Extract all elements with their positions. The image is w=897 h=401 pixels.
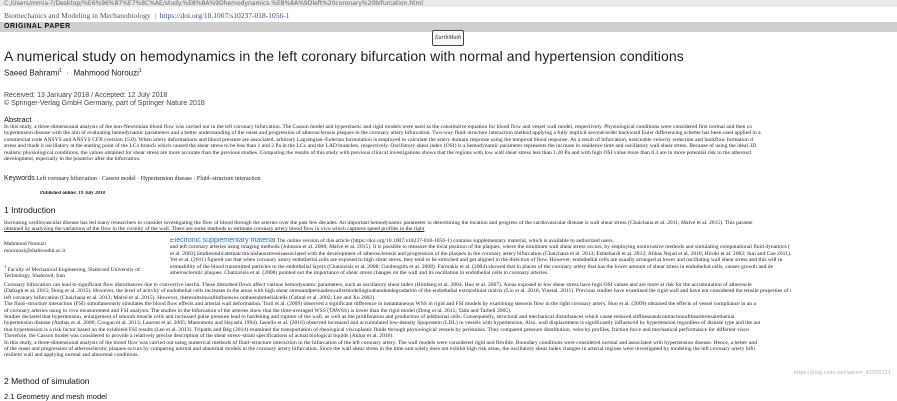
author-name[interactable]: Mahmood Norouzi bbox=[73, 68, 139, 78]
keywords-label: Keywords bbox=[4, 175, 35, 182]
author-info-box bbox=[4, 241, 162, 280]
intro-line: that hypertension is a risk factor based on the exhibited FSI results (Lee et al. 2013). Tripathi and Bég (2014) examined the transportation of rheological viscoplastic fluids through physiological vessels by peristalsis. They compared pressure distribution, velocity profiles, friction force and mechanical performance for different visco bbox=[4, 326, 749, 333]
affiliation-text: Faculty of Mechanical Engineering, Shahrood University of Technology, Shahrood, Iran bbox=[4, 266, 140, 280]
watermark: https://blog.csdn.net/weixin_42370111 bbox=[793, 370, 891, 376]
keywords bbox=[4, 175, 261, 182]
intro-line: resilient wall and applying normal and abnormal conditions. bbox=[4, 352, 139, 359]
intro-line: hypertension disease (Antbas et al. 2006; Coogan et al. 2013; Laurent et al. 2005; Matsumoto and Hayashi 1994). Iasiello et al. (2016) observed increased and accumulated low-density lipoprotein (LDL) in vessels with hypertension. Also, wall displacement is significantly influenced by hypertension regardless of disease type and the aut bbox=[4, 320, 761, 327]
intro-line: Yet et al. (2011) figured out that when coronary artery endothelial cells are exposed to high shear stress, they tend to be stretched and get aligned in the direction of flow. However, endothelial cells are usually arranged at lower and oscillating wall shear stress and this will in bbox=[170, 257, 783, 264]
article-dates bbox=[4, 92, 205, 108]
affiliation-number: 1 bbox=[4, 264, 7, 269]
author-affiliation-mark: 1 bbox=[59, 68, 62, 74]
author-email[interactable]: mnorouzi@shahroodut.ac.ir bbox=[4, 247, 66, 254]
abstract-line: hypertension disease with the aim of evaluating hemodynamic parameters and a better understanding of the onset and progression of atherosclerosis plaques in the coronary artery bifurcation. Two-way fluid–structure interaction method applying a fully implicit second-order backward Euler differencing scheme has been used applied in a bbox=[4, 130, 761, 137]
header-separator: | bbox=[152, 11, 158, 20]
intro-line: Therefore, the Casson model was considered to provide a relatively precise description of the shear stress–strain specifications of actual biological liquids (Akbar et al. 2016). bbox=[4, 333, 394, 340]
paper-type-label: ORIGINAL PAPER bbox=[4, 23, 71, 30]
intro-line: et al. 2003).Studiesindicatethatcriticalshearstressisassociated with the development of atherosclerosis and progression of the plaques in the coronary artery bifurcation (Chaichana et al. 2013; Eshtehardi et al. 2012; Abbas Nejad et al. 2018; Hiroki et al. 2002; Sun and Cao 2011). bbox=[170, 250, 792, 257]
esm-text: The online version of this article (https://doi.org/10.1007/s10237-018-1056-1) contains supplementary material, which is available to authorized users. bbox=[276, 238, 614, 244]
author-affiliation-mark: 1 bbox=[138, 68, 142, 74]
published-date: Published online: 19 July 2018 bbox=[40, 191, 106, 196]
abstract-body bbox=[4, 124, 897, 162]
method-heading: 2 Method of simulation bbox=[4, 376, 90, 386]
intro-line: left coronary bifurcation (Chaichana et al. 2013; Malvè et al. 2015). However, theresultsinwallinfluences ontheendothelialcells (Cebral et al. 2002; Lee and Xu 2002). bbox=[4, 294, 376, 301]
received-accepted: Received: 13 January 2018 / Accepted: 12 July 2018 bbox=[4, 92, 168, 99]
intro-line: of coronary arteries using in vivo measurement and FSI analysis. The studies in the bifurcation of the arteries show that the time-averaged WSS (TAWSS) is lower than the rigid model (Dong et al. 2015; Tada and Tarbell 2005). bbox=[4, 307, 512, 314]
intro-line: In this study, a three-dimensional analysis of the blood flow was carried out using numerical methods of fluid–structure interaction in the bifurcation of the left coronary artery. The wall models were considered rigid and flexible. Boundary conditions were considered normal and associated with hypertension disease. Hence, a better und bbox=[4, 339, 758, 346]
abstract-line: realistic physiological conditions, the values obtained for shear stress are more accurate than the previous studies. Comparing the results of this study with previous clinical investigations shows that the regions with low wall shear stress less than 1.20 Pa and with high OSI value more than 0.3 are in more potential risk to the atheroscl bbox=[4, 149, 752, 156]
abstract-line: commercial code ANSYS and ANSYS CFX (version 15.0). When artery deformations and blood pressure are associated, arbitrary Lagrangian–Eulerian formulation is employed to calculate the artery domain response using the temporal blood response. As a result of bifurcation, noticeable velocity reduction and backflow formation d bbox=[4, 136, 753, 143]
abstract-line: stress and made it oscillatory at the starting point of the LCx branch which caused the shear stress to be less than 1 and 2 Pa in the LCx and the LAD branches, respectively. Oscillatory shear index (OSI) is a hemodynamic parameter represents the increase in residence time and oscillatory wall shear stress. Because of using the ideal 3D bbox=[4, 143, 757, 150]
author-name[interactable]: Saeed Bahrami bbox=[4, 68, 60, 78]
copyright-line: © Springer-Verlag GmbH Germany, part of Springer Nature 2018 bbox=[4, 100, 205, 107]
paper-title: A numerical study on hemodynamics in the left coronary bifurcation with normal and hypertension conditions bbox=[4, 48, 684, 64]
intro-line: ermeability of the blood transmitted particles to the endothelial layers (Chatzizisis et al. 2008; Goubergrits et al. 2008). Farmakis et al. (2004) showed that in places of the coronary artery that has the lower amount of shear stress in endothelial cells, causes growth and de bbox=[170, 263, 774, 270]
affiliation bbox=[4, 264, 162, 280]
journal-doi-link[interactable]: https://doi.org/10.1007/s10237-018-1056-1 bbox=[159, 11, 290, 20]
abstract-line: In this study, a three-dimensional analysis of the non-Newtonian blood flow was carried out in the left coronary bifurcation. The Casson model and hyperelastic and rigid models were used as the constitutive equation for blood flow and vessel wall model, respectively. Physiological conditions were considered first normal and then co bbox=[4, 124, 753, 130]
intro-line: obtained by analyzing the variations of the flow in the vicinity of the wall. There are some methods to estimate coronary artery blood flow in vivo which captures speed profiles in the right bbox=[4, 226, 425, 233]
intro-heading: 1 Introduction bbox=[4, 205, 56, 215]
journal-name: Biomechanics and Modeling in Mechanobiology bbox=[4, 11, 151, 20]
intro-line: (Dabagh et al. 2015; Dong et al. 2015). However, the level of activity of endothelial cells increases in the areas with high shear stressandpersuadeswallremodelingtoabandondegradation of the endothelial extracellular matrix (Liu et al. 2016; Yinetal. 2011). Previous studies have examined the rigid wall and have not considered the tensile properties of t bbox=[4, 288, 792, 295]
intro-full-column bbox=[4, 282, 897, 359]
intro-line: Increasing cardiovascular disease has led many researchers to consider investigating the flow of blood through the arteries over the past few decades. An important hemodynamic parameter in determining the location and progress of the cardiovascular disease is wall shear stress (Chaichana et al. 2011; Malvè et al. 2015). This parame bbox=[4, 220, 753, 226]
author-list bbox=[4, 68, 142, 78]
intro-line: Coronary bifurcation can lead to significant flow disturbances due to convective inertia. These disturbed flows affect various hemodynamic parameters, such as oscillatory shear index (Himburg et al. 2004; Huo et al. 2007). Areas exposed to low shear stress have high OSI values and are more at risk for the accumulation of atheroscle bbox=[4, 282, 752, 288]
intro-narrow-column bbox=[170, 238, 897, 276]
author-separator: · bbox=[64, 68, 72, 78]
esm-heading: Electronic supplementary material bbox=[170, 238, 276, 244]
abstract-line: development, especially in the posterior after the bifurcation. bbox=[4, 156, 141, 163]
publisher-logo: EarthMath bbox=[432, 30, 464, 46]
intro-line: The fluid–structure interaction (FSI) simultaneously simulates the blood flow effects and arterial wall deformation. Torii et al. (2009) observed a significant difference in instantaneous WSS in rigid and FSI models by examining stenosis flow in the right coronary artery. Huo et al. (2009) obtained the effects of vessel compliance in an a bbox=[4, 301, 756, 308]
browser-address-bar[interactable]: C:/Users/mmia-?/Desktop/%E6%96%87%E7%8C%AE/study.%E8%8A%9Dhemodynamics.%E8%8A%9Dleft%20coronary%20bifurcation.html bbox=[0, 0, 897, 7]
intro-line: of the onset and progression of atherosclerotic plaques occurs by comparing normal and abnormal models in the coronary artery bifurcation. Since the wall shear stress in the time unit solely does not exhibit high risk areas, the oscillatory shear index changes in arterial regions were investigated by modeling the left coronary artery bifu bbox=[4, 346, 755, 353]
journal-header bbox=[4, 11, 290, 20]
method-subheading: 2.1 Geometry and mesh model bbox=[4, 392, 107, 401]
abstract-heading: Abstract bbox=[4, 115, 32, 124]
intro-body bbox=[4, 220, 897, 233]
corresponding-author: Mahmood Norouzi bbox=[4, 241, 47, 247]
intro-line: Studies declared that hypertension, enlargement of smooth muscle cells and increased pulse pressure lead to hardening and rupture of the wall, as well as the proliferation and production of additional cells. Consequently, structural and mechanical disturbances which cause reduced stiffnessandcontractionofthearteriesarethemai bbox=[4, 314, 735, 321]
intro-line: atherosclerotic plaques. Chatzizisis et al. (2008) pointed out the importance of shear stress changes on the wall and its oscillation in endothelial cells in coronary arteries. bbox=[170, 270, 549, 277]
intro-line: and left coronary arteries using imaging methods (Johnson et al. 2008; Malvè et al. 2015). It is possible to measure the local position of the plaques, where the minimum wall shear stress occurs, by employing noninvasive methods and simulating computational fluid dynamics ( bbox=[170, 244, 790, 251]
keywords-text: Left coronary bifurcation · Casson model · Hypertension disease · Fluid–structure interaction bbox=[36, 176, 261, 182]
